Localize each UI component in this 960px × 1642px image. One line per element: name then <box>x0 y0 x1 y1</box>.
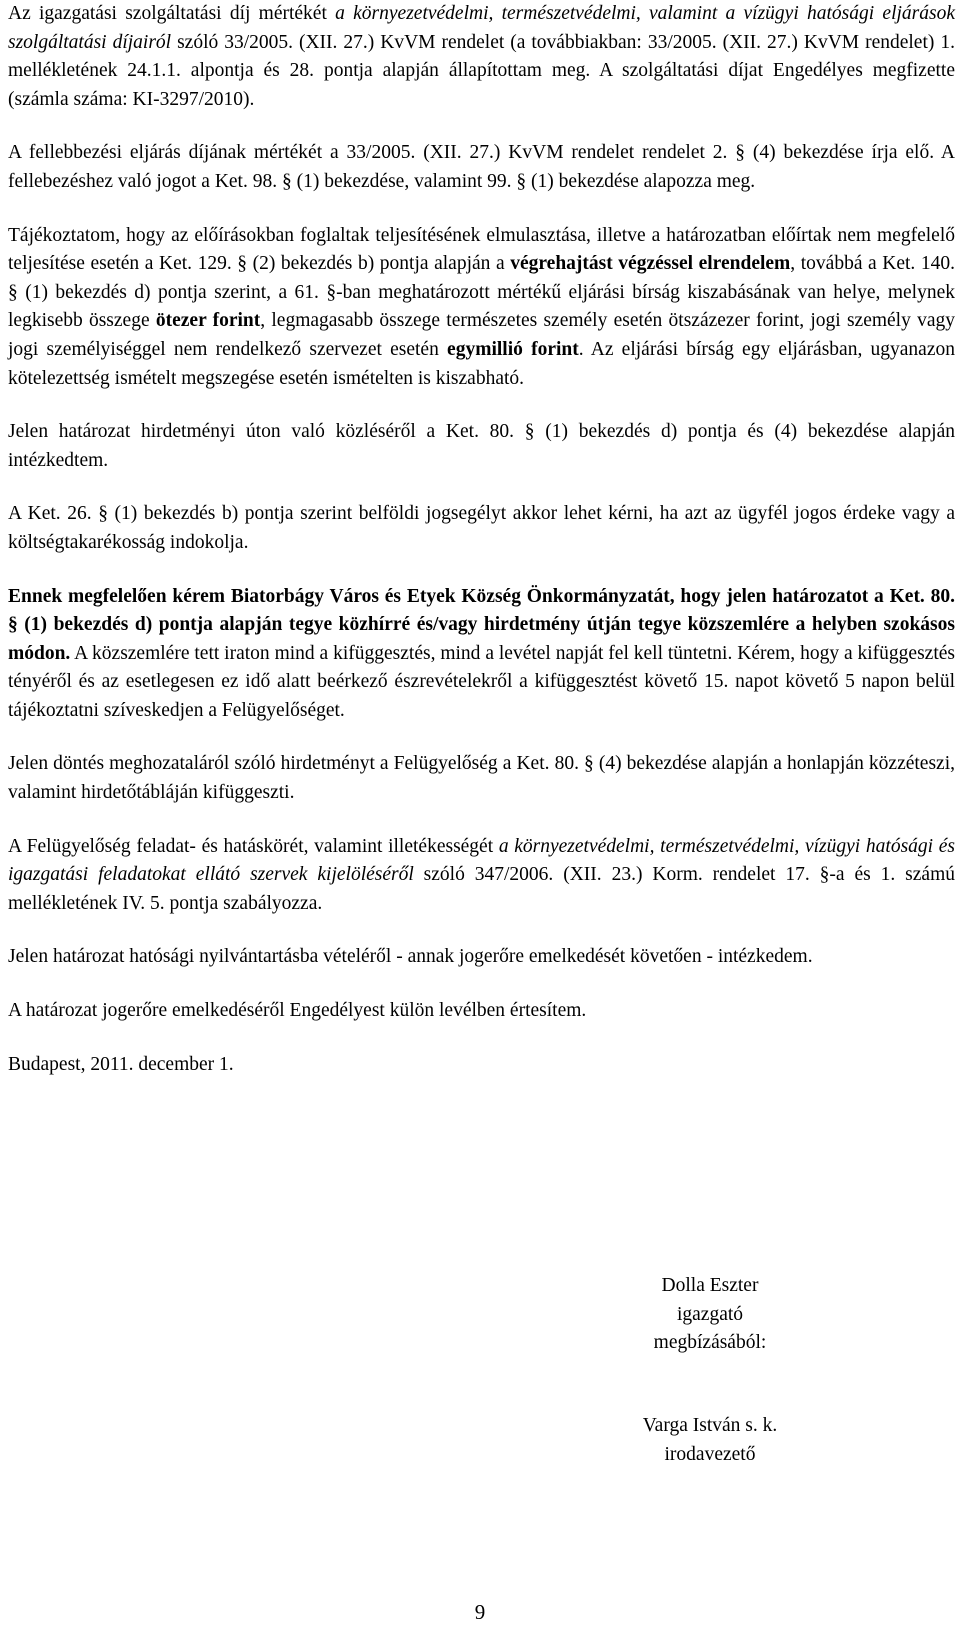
paragraph-municipality-request <box>8 583 955 726</box>
paragraph-appeal-fee: A fellebbezési eljárás díjának mértékét a 33/2005. (XII. 27.) KvVM rendelet rendelet 2. § (4) bekezdése írja elő. A fellebezéshez való jogot a Ket. 98. § (1) bekezdése, valamint 99. § (1) bekezdése alapozza meg. <box>8 142 955 192</box>
signature-title: igazgató <box>676 1303 744 1325</box>
date-line: Budapest, 2011. december 1. <box>8 1053 234 1075</box>
signature-on-behalf: megbízásából: <box>653 1332 767 1354</box>
text-span: szóló 33/2005. (XII. 27.) KvVM rendelet (a továbbiakban: 33/2005. (XII. 27.) KvVM rendelet) 1. mellékletének 24.1.1. alpontja és 28. pontja alapján állapítottam meg. A szolgáltatási díjat Engedélyes megfizette (számla száma: KI-3297/2010). <box>8 31 955 110</box>
bold-enforcement-phrase: végrehajtást végzéssel elrendelem <box>510 253 791 275</box>
bold-request-text: Ennek megfelelően kérem Biatorbágy Város és Etyek Község Önkormányzatát, hogy jelen határozatot a Ket. 80. § (1) bekezdés d) pontja alapján tegye közhírré és/vagy hirdetmény útján tegye közszemlére a helyben szokásos módon. <box>8 585 955 664</box>
paragraph-competence <box>8 833 955 919</box>
signature-name: Dolla Eszter <box>661 1275 759 1296</box>
paragraph-notification: A határozat jogerőre emelkedéséről Engedélyest külön levélben értesítem. <box>8 1000 587 1022</box>
paragraph-registry: Jelen határozat hatósági nyilvántartásba vételéről - annak jogerőre emelkedését követően - intézkedem. <box>8 946 813 968</box>
paragraph-service-fee <box>8 0 955 114</box>
signer-name: Varga István s. k. <box>642 1415 778 1436</box>
italic-regulation-title: a környezetvédelmi, természetvédelmi, vízügyi hatósági és igazgatási feladatokat ellátó szervek kijelöléséről <box>8 835 955 886</box>
text-span: Az igazgatási szolgáltatási díj mértékét <box>8 3 336 24</box>
document-body <box>8 0 955 1104</box>
text-span: , legmagasabb összege természetes személy esetén ötszázezer forint, jogi személy vagy jogi személyiséggel nem rendelkező szervezet esetén <box>8 310 955 360</box>
paragraph-public-notice: Jelen határozat hirdetményi úton való közléséről a Ket. 80. § (1) bekezdés d) pontja és (4) bekezdése alapján intézkedtem. <box>8 421 955 471</box>
bold-maximum-fine: egymillió forint <box>447 338 579 360</box>
paragraph-website-publication: Jelen döntés meghozataláról szóló hirdetményt a Felügyelőség a Ket. 80. § (4) bekezdése alapján a honlapján közzéteszi, valamint hirdetőtábláján kifüggeszti. <box>8 753 955 804</box>
signer-title: irodavezető <box>664 1443 756 1465</box>
page-number: 9 <box>474 1600 486 1624</box>
text-span: szóló 347/2006. (XII. 23.) Korm. rendelet 17. §-a és 1. számú mellékletének IV. 5. pontja szabályozza. <box>8 864 955 914</box>
paragraph-legal-assistance: A Ket. 26. § (1) bekezdés b) pontja szerint belföldi jogsegélyt akkor lehet kérni, ha azt az ügyfél jogos érdeke vagy a költségtakarékosság indokolja. <box>8 503 955 553</box>
text-span: . Az eljárási bírság egy eljárásban, ugyanazon kötelezettség ismételt megszegése esetén ismételten is kiszabható. <box>8 338 955 389</box>
signature-block-director <box>630 1272 790 1358</box>
text-span: , továbbá a Ket. 140. § (1) bekezdés d) pontja szerint, a 61. §-ban meghatározott mértékű eljárási bírság kiszabásának van helye, melynek legkisebb összege <box>8 253 956 332</box>
text-span: A Felügyelőség feladat- és hatáskörét, valamint illetékességét <box>8 835 499 857</box>
paragraph-enforcement-notice <box>8 222 955 394</box>
bold-minimum-fine: ötezer forint <box>155 310 261 332</box>
text-span: Tájékoztatom, hogy az előírásokban foglaltak teljesítésének elmulasztása, illetve a határozatban előírtak nem megfelelő teljesítése esetén a Ket. 129. § (2) bekezdés b) pontja alapján a <box>8 224 955 275</box>
signature-block-signer <box>630 1412 790 1469</box>
italic-regulation-title: a környezetvédelmi, természetvédelmi, valamint a vízügyi hatósági eljárások szolgáltatási díjairól <box>8 3 955 53</box>
text-span: A közszemlére tett iraton mind a kifüggesztés, mind a levétel napját fel kell tüntetni. Kérem, hogy a kifüggesztés tényéről és az esetlegesen ez idő alatt beérkező észrevételekről a kifüggesztést követő 15. napot követő 5 napon belül tájékoztatni szíveskedjen a Felügyelőséget. <box>8 642 955 721</box>
